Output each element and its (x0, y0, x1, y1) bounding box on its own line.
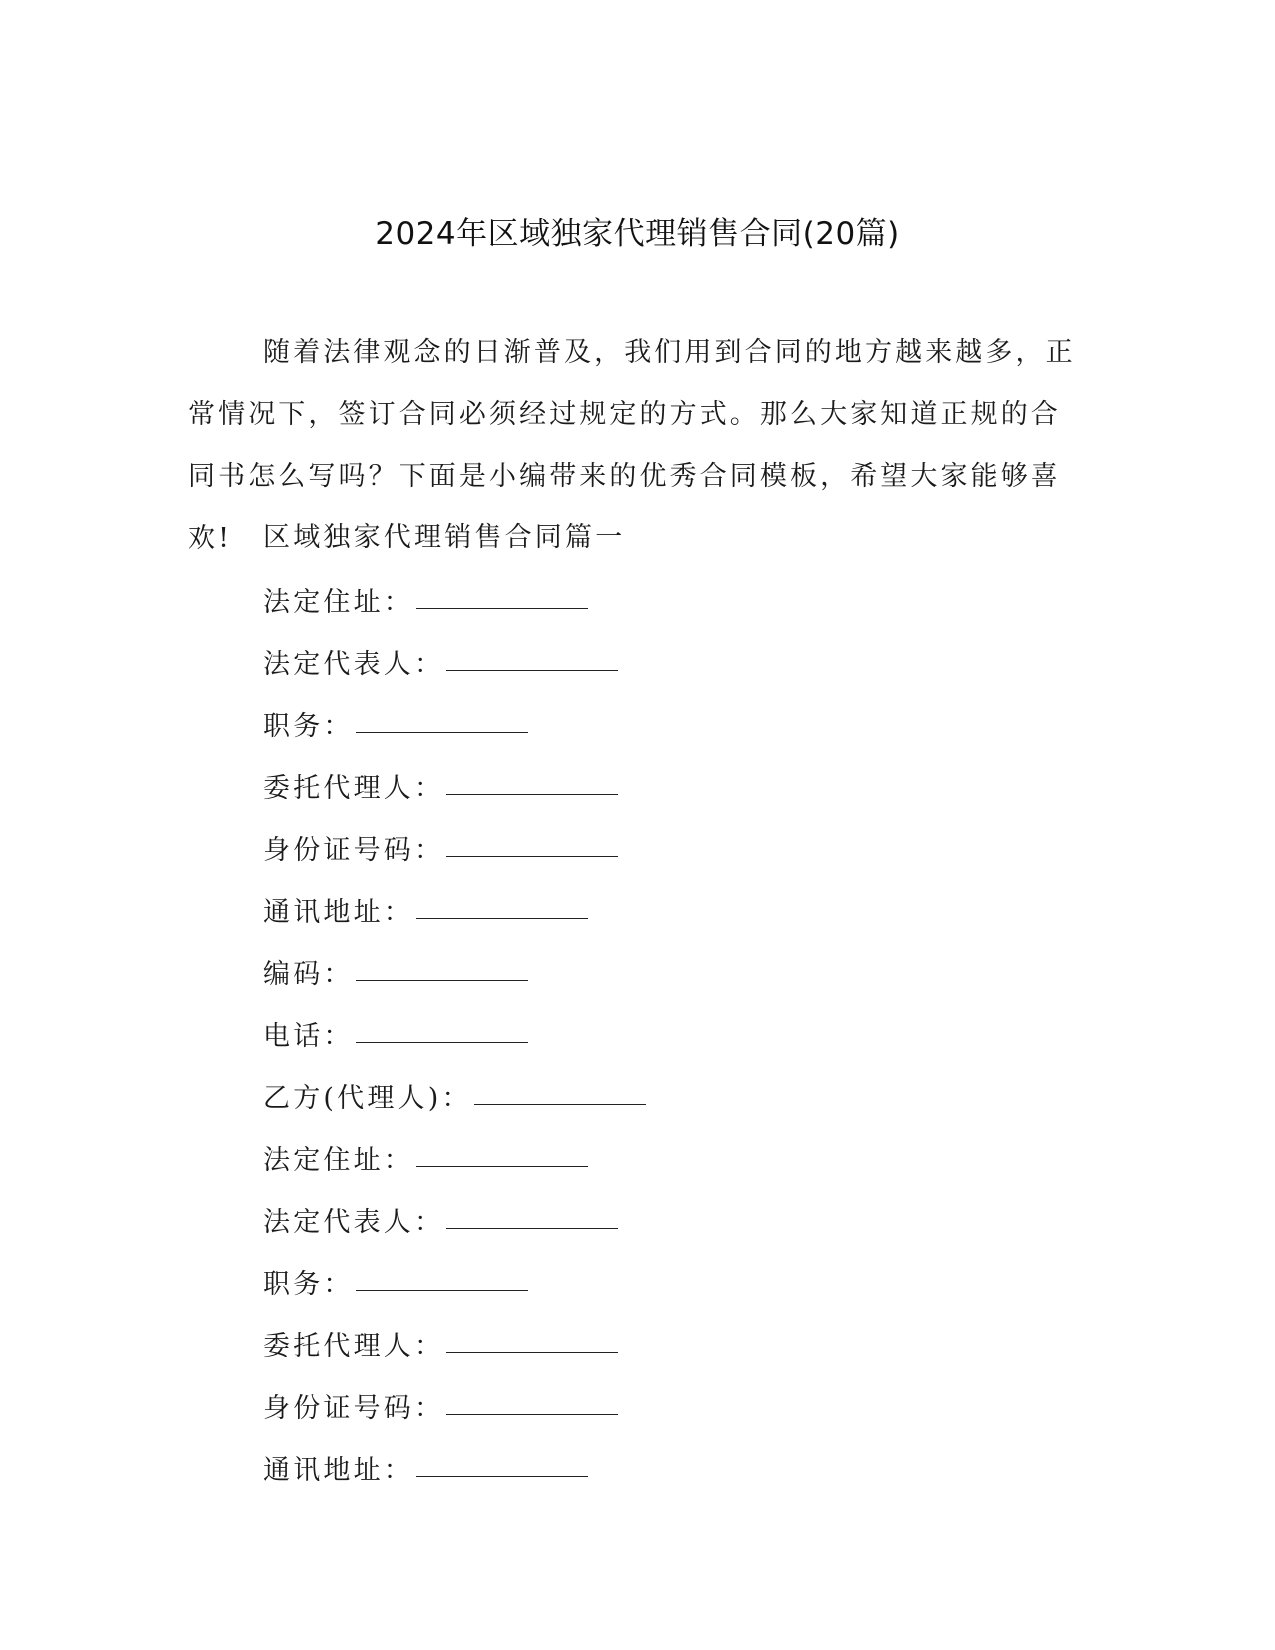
intro-paragraph: 随着法律观念的日渐普及，我们用到合同的地方越来越多，正常情况下，签订合同必须经过规定的方式。那么大家知道正规的合同书怎么写吗？下面是小编带来的优秀合同模板，希望大家能够喜欢! (188, 337, 1076, 554)
fill-in-blank[interactable] (356, 704, 528, 733)
field-label: 法定住址： (263, 587, 414, 618)
field-label: 编码： (263, 959, 354, 990)
form-field (263, 1262, 646, 1324)
field-label: 乙方(代理人)： (263, 1083, 472, 1114)
field-label: 身份证号码： (263, 835, 445, 866)
field-label: 电话： (263, 1021, 354, 1052)
form-field (263, 580, 646, 642)
field-label: 通讯地址： (263, 1455, 414, 1486)
form-field (263, 1448, 646, 1510)
form-field (263, 766, 646, 828)
field-label: 法定代表人： (263, 1207, 445, 1238)
fill-in-blank[interactable] (446, 1324, 618, 1353)
form-field (263, 1386, 646, 1448)
form-field (263, 1076, 646, 1138)
field-label: 委托代理人： (263, 1331, 445, 1362)
section-heading: 区域独家代理销售合同篇一 (263, 522, 626, 553)
form-field-list (263, 580, 646, 1510)
form-field (263, 642, 646, 704)
fill-in-blank[interactable] (446, 1386, 618, 1415)
document-title: 2024年区域独家代理销售合同(20篇) (375, 216, 900, 252)
field-label: 法定住址： (263, 1145, 414, 1176)
field-label: 职务： (263, 711, 354, 742)
field-label: 身份证号码： (263, 1393, 445, 1424)
field-label: 委托代理人： (263, 773, 445, 804)
field-label: 法定代表人： (263, 649, 445, 680)
fill-in-blank[interactable] (356, 1014, 528, 1043)
form-field (263, 828, 646, 890)
field-label: 通讯地址： (263, 897, 414, 928)
fill-in-blank[interactable] (416, 580, 588, 609)
form-field (263, 1200, 646, 1262)
form-field (263, 952, 646, 1014)
fill-in-blank[interactable] (416, 1138, 588, 1167)
fill-in-blank[interactable] (416, 890, 588, 919)
fill-in-blank[interactable] (474, 1076, 646, 1105)
fill-in-blank[interactable] (416, 1448, 588, 1477)
form-field (263, 1014, 646, 1076)
fill-in-blank[interactable] (356, 952, 528, 981)
fill-in-blank[interactable] (446, 1200, 618, 1229)
form-field (263, 890, 646, 952)
fill-in-blank[interactable] (356, 1262, 528, 1291)
fill-in-blank[interactable] (446, 766, 618, 795)
field-label: 职务： (263, 1269, 354, 1300)
fill-in-blank[interactable] (446, 642, 618, 671)
form-field (263, 1138, 646, 1200)
fill-in-blank[interactable] (446, 828, 618, 857)
form-field (263, 704, 646, 766)
form-field (263, 1324, 646, 1386)
